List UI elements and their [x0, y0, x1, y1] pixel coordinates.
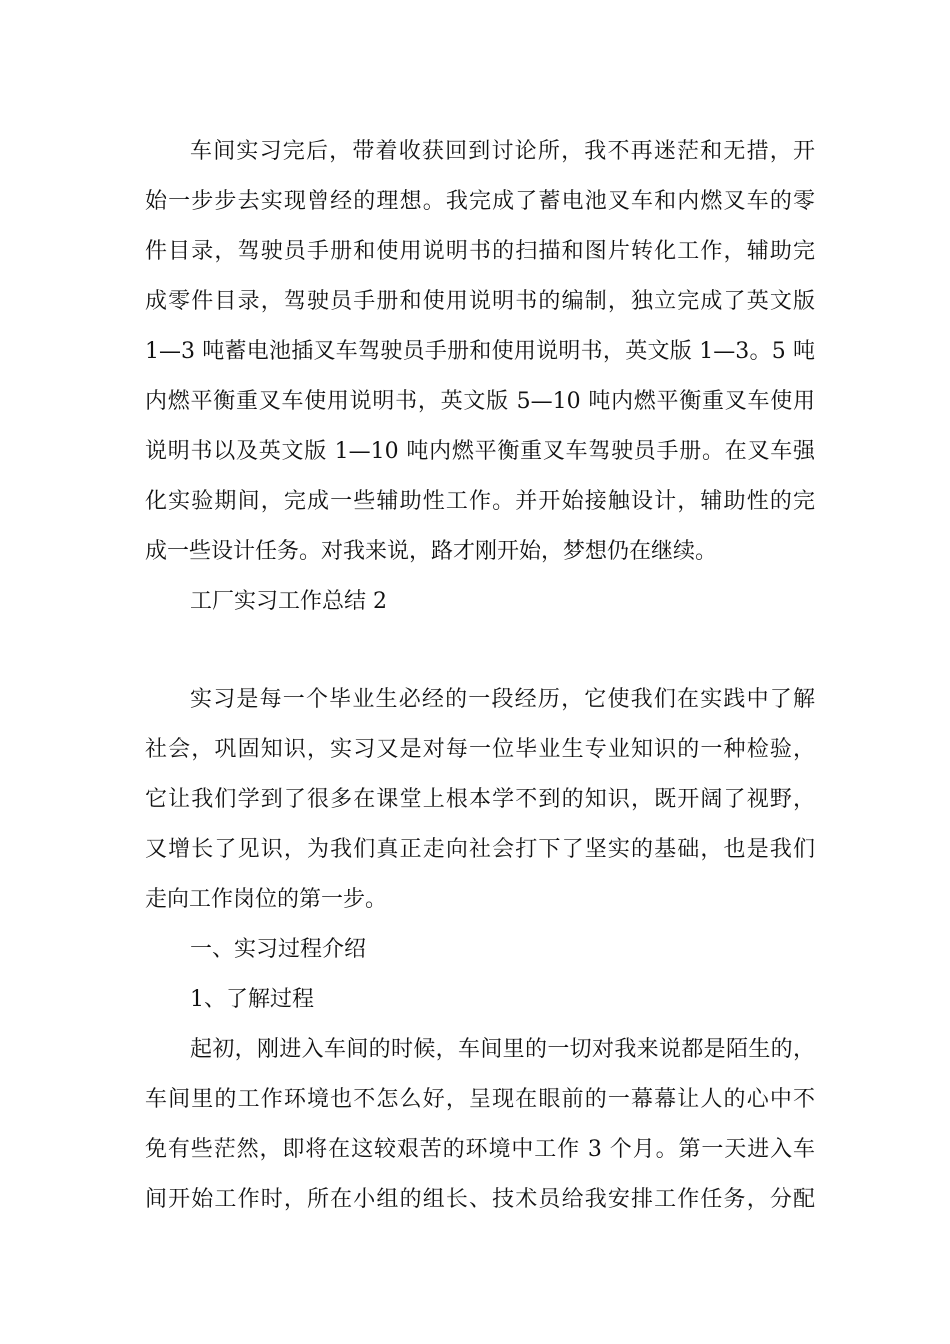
paragraph-2-line-3: 它让我们学到了很多在课堂上根本学不到的知识，既开阔了视野， [145, 787, 815, 812]
paragraph-2-line-2: 社会，巩固知识，实习又是对每一位毕业生专业知识的一种检验， [145, 737, 815, 762]
section-heading-process: 一、实习过程介绍 [190, 937, 367, 962]
paragraph-1-line-8: 化实验期间，完成一些辅助性工作。并开始接触设计，辅助性的完 [145, 489, 815, 514]
subsection-heading-understanding: 1、了解过程 [190, 987, 314, 1012]
paragraph-1-line-9: 成一些设计任务。对我来说，路才刚开始，梦想仍在继续。 [145, 539, 718, 564]
paragraph-1-line-6: 内燃平衡重叉车使用说明书，英文版 5—10 吨内燃平衡重叉车使用 [145, 389, 815, 414]
paragraph-1-line-2: 始一步步去实现曾经的理想。我完成了蓄电池叉车和内燃叉车的零 [145, 189, 815, 214]
paragraph-2-line-1: 实习是每一个毕业生必经的一段经历，它使我们在实践中了解 [190, 687, 815, 712]
paragraph-3-line-2: 车间里的工作环境也不怎么好，呈现在眼前的一幕幕让人的心中不 [145, 1087, 815, 1112]
paragraph-2-line-4: 又增长了见识，为我们真正走向社会打下了坚实的基础，也是我们 [145, 837, 815, 862]
section-heading-2: 工厂实习工作总结 2 [190, 589, 387, 614]
paragraph-1-line-5: 1—3 吨蓄电池插叉车驾驶员手册和使用说明书，英文版 1—3。5 吨 [145, 339, 815, 364]
paragraph-3-line-1: 起初，刚进入车间的时候，车间里的一切对我来说都是陌生的， [190, 1037, 815, 1062]
paragraph-1-line-7: 说明书以及英文版 1—10 吨内燃平衡重叉车驾驶员手册。在叉车强 [145, 439, 815, 464]
paragraph-1-line-3: 件目录，驾驶员手册和使用说明书的扫描和图片转化工作，辅助完 [145, 239, 815, 264]
paragraph-1-line-1: 车间实习完后，带着收获回到讨论所，我不再迷茫和无措，开 [190, 139, 815, 164]
paragraph-2-line-5: 走向工作岗位的第一步。 [145, 887, 388, 912]
paragraph-1-line-4: 成零件目录，驾驶员手册和使用说明书的编制，独立完成了英文版 [145, 289, 815, 314]
paragraph-3-line-4: 间开始工作时，所在小组的组长、技术员给我安排工作任务，分配 [145, 1187, 815, 1212]
paragraph-3-line-3: 免有些茫然，即将在这较艰苦的环境中工作 3 个月。第一天进入车 [145, 1137, 815, 1162]
